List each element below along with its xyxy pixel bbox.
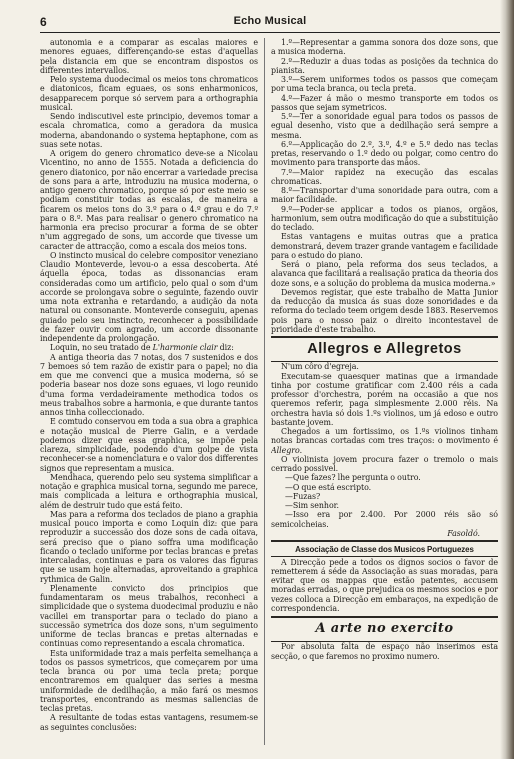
author-signature: Fasoldó. [447, 528, 480, 538]
page-header [40, 14, 500, 33]
conclusion-item: 3.º—Serem uniformes todos os passos que começam por uma tecla branca, ou tecla preta. [271, 75, 498, 94]
association-title: Associação de Classe dos Musicos Portuguezes [295, 544, 474, 554]
section-rule [271, 616, 498, 618]
italic-phrase: L'harmonie clair [152, 343, 218, 353]
conclusion-item: 2.º—Reduzir a duas todas as posições da technica do pianista. [271, 56, 498, 75]
article-paragraph: Pelo systema duodecimal os meios tons chromaticos e diatonicos, ficam eguaes, os sons enharmonicos, desapparecem porque só servem para a orthographia musical. [40, 75, 258, 112]
dialogue-line: —Sim senhor. [285, 501, 339, 511]
conclusion-item: 6.º—Applicação do 2.º, 3.º, 4.º e 5.º dedo nas teclas pretas, reservando o 1.º dedo ou polgar, como centro do movimento para transporte das mãos. [271, 139, 498, 168]
section-rule [271, 540, 498, 542]
article-paragraph: Estas vantagens e muitas outras que a pratica demonstrará, devem trazer grande vantagem e facilidade para o estudo do piano. [271, 232, 498, 260]
conclusion-item: 7.º—Maior rapidez na execução das escalas chromaticas. [271, 167, 498, 186]
article-paragraph: autonomia e a comparar as escalas maiores e menores eguaes, differençando-se estas d'aquellas pela distancia em que se encontram dispostos os differentes intervallos. [40, 38, 258, 75]
dialogue-line: —Fuzas? [285, 491, 321, 501]
article-paragraph: Sendo indiscutivel este principio, devemos tomar a escala chromatica, como a geradora da musica moderna, abandonando o systema heptaphone, com as suas sete notas. [40, 112, 258, 149]
article-paragraph: Será o piano, pela reforma dos seus teclados, a alavanca que facilitará a realisação pratica da theoria dos doze sons, e a solução do problema da musica moderna.» [271, 260, 498, 288]
anecdote-paragraph: N'um côro d'egreja. [281, 362, 359, 372]
article-ending [271, 232, 498, 334]
right-column [271, 38, 498, 745]
left-column [40, 38, 258, 745]
dialogue-line: —O que está escripto. [285, 482, 372, 492]
article-paragraph: Mendhaca, querendo pelo seu systema simplificar a notação e graphica musical torna, segundo me parece, mais complicada a leitura e orthographia musical, além de destruir tudo que está feito. [40, 472, 258, 510]
art-section-title: A arte no exercito [315, 620, 454, 636]
conclusion-item: 8.º—Transportar d'uma sonoridade para outra, com a maior facilidade. [271, 186, 498, 205]
allegros-section-title: Allegros e Allegretos [307, 340, 462, 357]
article-paragraph: Plenamente convicto dos principios que fundamentaram os meus trabalhos, reconheci a simplicidade que o systema duodecimal produziu e não vacillei em transportar para o teclado do piano a successão symetrica dos doze sons, n'um seguimento uniforme de teclas brancas e pretas alternadas e continuas como representando a escala chromatica. [40, 583, 258, 649]
article-paragraph: A origem do genero chromatico deve-se a Nicolau Vicentino, no anno de 1555. Notada a deficiencia do genero diatonico, por não encerrar a variedade precisa de sons para a arte, introduziu na musica moderna, o antigo genero chromatico, porque só por este meio se podiam constituir todas as escalas, de maneira a ficarem os meios tons do 3.º para o 4.º grau e do 7.º para o 8.º. Mas para realisar o genero chromatico na harmonia era preciso procurar a forma de se obter n'um aggregado de sons, um accorde que tivesse um caracter de attracção, como a escala dos meios tons. [40, 149, 258, 251]
section-rule [271, 641, 498, 642]
dialogue-line: —Que fazes? lhe pergunta o outro. [285, 473, 421, 483]
section-rule [271, 361, 498, 362]
art-section-notice: Por absoluta falta de espaço não inserimos esta secção, o que faremos no proximo numero. [271, 642, 498, 661]
article-paragraph: Loquin, no seu tratado de L'harmonie clair diz: [50, 343, 234, 353]
anecdote-paragraph: Executam-se quaesquer matinas que a irmandade tinha por costume gratificar com 2.400 réis a cada professor d'orchestra, porém na occasião a que nos queremos referir, paga simplesmente 2.000 réis. Na orchestra havia só dois 1.ºs violinos, um já edoso e outro bastante jovem. [271, 371, 498, 427]
article-paragraph: E comtudo conservou em toda a sua obra a graphica e notação musical de Pierre Galin, e a verdade podemos dizer que essa graphica, se impõe pela clareza, simplicidade, podendo d'um golpe de vista reconhecer-se a nomenclatura e o valor dos differentes signos que representam a musica. [40, 417, 258, 473]
italic-phrase: Allegro [271, 445, 300, 455]
conclusion-item: 1.º—Representar a gamma sonora dos doze sons, que a musica moderna. [271, 38, 498, 57]
journal-title: Echo Musical [233, 15, 307, 27]
page-number: 6 [40, 15, 47, 29]
dialogue-line: —Isso era por 2.400. Por 2000 réis são só semicolcheias. [271, 510, 498, 529]
section-rule [271, 336, 498, 338]
article-paragraph: O instincto musical do celebre compositor veneziano Claudio Monteverde, levou-o a essa descoberta. Até áquella época, todas as dissonancias eram consideradas como um artificio, pelo qual o som d'um accorde se prolongava sobre o seguinte, fazendo ouvir uma nota extranha e retardando, a audição da nota natural ou consonante. Monteverde conseguiu, apenas guiado pelo seu instincto, reconhecer a possibilidade de fazer ouvir com agrado, um accorde dissonante independente da prolongação. [40, 250, 258, 343]
section-rule [271, 556, 498, 557]
anecdote-paragraph: O violinista jovem procura fazer o tremolo o mais cerrado possivel. [271, 454, 498, 474]
conclusion-item: 4.º—Fazer á mão o mesmo transporte em todos os passos que sejam symetricos. [271, 93, 498, 112]
anecdote-paragraph: Chegados a um fortissimo, os 1.ºs violinos tinham notas brancas cortadas com tres traços: o movimento é Allegro. [271, 427, 498, 455]
conclusion-item: 9.º—Poder-se applicar a todos os pianos, orgãos, harmonium, sem outra modificação do que a substituição do teclado. [271, 204, 498, 232]
article-paragraph: Esta uniformidade traz a mais perfeita semelhança a todos os passos symetricos, que começarem por uma tecla branca ou por uma tecla preta; porque encontraremos em qualquer das series a mesma uniformidade de dedilhação, a mão fará os mesmos transportes, encontrando as mesmas saliencias de teclas pretas. [40, 648, 258, 713]
page-edge-shadow [500, 0, 514, 759]
column-divider [264, 38, 265, 745]
article-paragraph: Devemos registar, que este trabalho de Matta Junior da reducção da musica ás suas doze sonoridades e da reforma do teclado teem origem desde 1883. Reservemos pois para o nosso paiz o direito incontestavel de prioridade d'este trabalho. [271, 287, 498, 334]
conclusion-item: 5.º—Ter a sonoridade egual para todos os passos de egual desenho, visto que a dedilhação será sempre a mesma. [271, 112, 498, 140]
conclusions-list [271, 38, 498, 232]
allegros-dialogue [271, 473, 498, 529]
article-paragraph: A antiga theoria das 7 notas, dos 7 sustenidos e dos 7 bemoes só tem razão de existir para o papel; no dia em que me convenci que a musica moderna, só se poderia basear nos doze sons eguaes, vi logo reunido d'uma forma verdadeiramente methodica todos os meus trabalhos sobre a harmonia, e que durante tantos annos tinha colleccionado. [40, 352, 258, 417]
article-paragraph: A resultante de todas estas vantagens, resumem-se as seguintes conclusões: [40, 713, 258, 732]
article-paragraph: Mas para a reforma dos teclados de piano a graphia musical pouco importa e como Loquin diz: que para reproduzir a successão dos doze sons de cada oitava, será preciso que o piano soffra uma modificação ficando o teclado uniforme por teclas brancas e pretas intercaladas, continuas e para os valores das figuras que se usam hoje alternadas, aproveitando a graphica rythmica de Galin. [40, 509, 258, 584]
allegros-section-body [271, 362, 498, 473]
association-notice: A Direcção pede a todos os dignos socios o favor de remetterem á séde da Associação as suas moradas, para evitar que os mappas que estão patentes, accusem moradas erradas, o que prejudica os mesmos socios e por vezes colloca a Direcção em embaraços, na expedição de correspondencia. [271, 557, 498, 613]
